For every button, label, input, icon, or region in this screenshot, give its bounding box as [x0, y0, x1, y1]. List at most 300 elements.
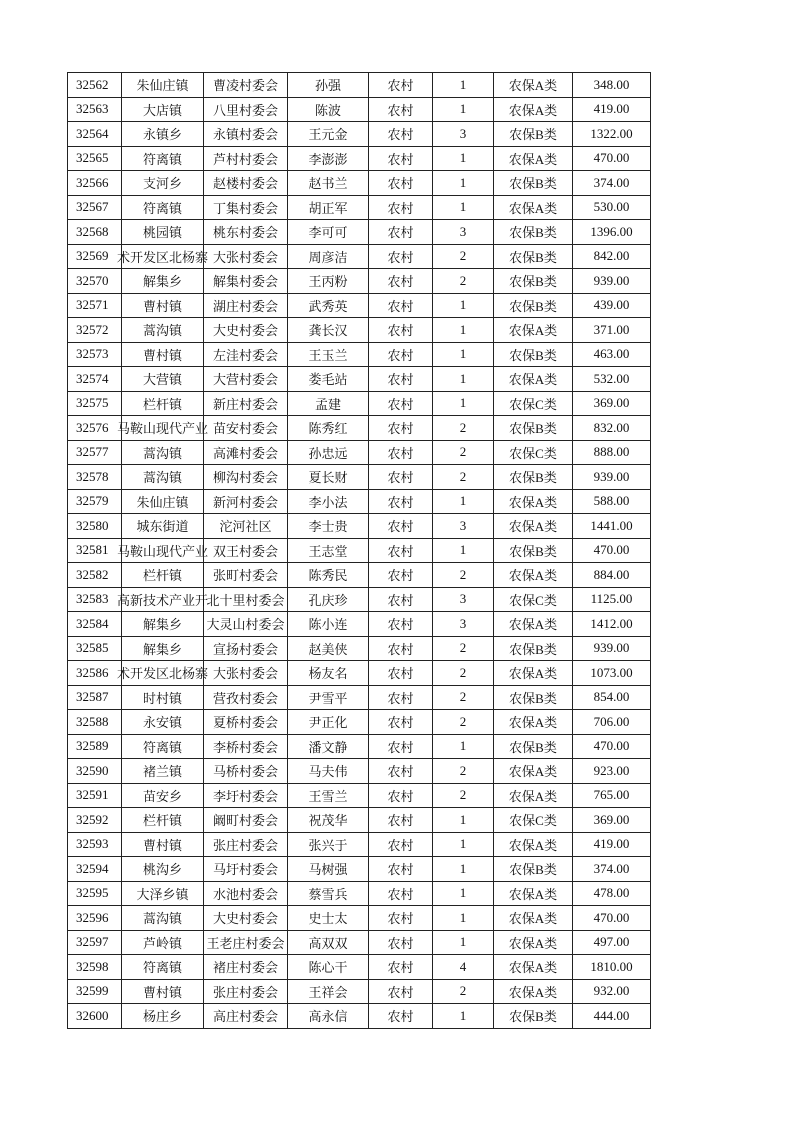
household-type-cell: 农村 — [369, 73, 433, 98]
person-name-cell: 马夫伟 — [288, 759, 369, 784]
town-cell: 芦岭镇 — [122, 930, 204, 955]
household-type-cell: 农村 — [369, 636, 433, 661]
amount-cell: 765.00 — [573, 783, 651, 808]
town-cell: 永镇乡 — [122, 122, 204, 147]
person-name-cell: 王元金 — [288, 122, 369, 147]
insurance-class-cell: 农保B类 — [494, 293, 573, 318]
insurance-class-cell: 农保A类 — [494, 710, 573, 735]
record-id-cell: 32563 — [68, 97, 122, 122]
member-count-cell: 1 — [433, 318, 494, 343]
town-cell: 符离镇 — [122, 955, 204, 980]
town-cell — [116, 661, 208, 686]
record-id-cell: 32574 — [68, 367, 122, 392]
insurance-class-cell: 农保A类 — [494, 881, 573, 906]
person-name-cell: 夏长财 — [288, 465, 369, 490]
table-row — [68, 244, 651, 269]
member-count-cell: 2 — [433, 685, 494, 710]
amount-cell: 470.00 — [573, 906, 651, 931]
town-cell: 曹村镇 — [122, 293, 204, 318]
village-committee-cell: 八里村委会 — [204, 97, 288, 122]
table-row — [68, 857, 651, 882]
household-type-cell: 农村 — [369, 979, 433, 1004]
town-cell — [116, 416, 208, 441]
person-name-cell: 陈波 — [288, 97, 369, 122]
member-count-cell: 3 — [433, 220, 494, 245]
amount-cell: 932.00 — [573, 979, 651, 1004]
amount-cell: 1125.00 — [573, 587, 651, 612]
record-id-cell: 32581 — [68, 538, 122, 563]
table-row — [68, 146, 651, 171]
town-cell: 符离镇 — [122, 146, 204, 171]
village-committee-cell: 苗安村委会 — [204, 416, 288, 441]
member-count-cell: 1 — [433, 832, 494, 857]
member-count-cell: 1 — [433, 906, 494, 931]
amount-cell: 588.00 — [573, 489, 651, 514]
person-name-cell: 王雪兰 — [288, 783, 369, 808]
village-committee-cell: 左洼村委会 — [204, 342, 288, 367]
village-committee-cell: 大张村委会 — [204, 661, 288, 686]
town-cell: 蒿沟镇 — [122, 318, 204, 343]
insurance-class-cell: 农保A类 — [494, 661, 573, 686]
town-cell — [116, 538, 208, 563]
insurance-class-cell: 农保B类 — [494, 342, 573, 367]
person-name-cell: 陈小连 — [288, 612, 369, 637]
record-id-cell: 32583 — [68, 587, 122, 612]
amount-cell: 842.00 — [573, 244, 651, 269]
member-count-cell: 1 — [433, 1004, 494, 1029]
village-committee-cell: 褚庄村委会 — [204, 955, 288, 980]
insurance-class-cell: 农保B类 — [494, 465, 573, 490]
amount-cell: 1810.00 — [573, 955, 651, 980]
village-committee-cell: 张庄村委会 — [204, 979, 288, 1004]
village-committee-cell: 阚町村委会 — [204, 808, 288, 833]
household-type-cell: 农村 — [369, 734, 433, 759]
village-committee-cell: 高庄村委会 — [204, 1004, 288, 1029]
record-id-cell: 32579 — [68, 489, 122, 514]
table-row — [68, 930, 651, 955]
record-id-cell: 32564 — [68, 122, 122, 147]
amount-cell: 923.00 — [573, 759, 651, 784]
record-id-cell: 32573 — [68, 342, 122, 367]
insurance-class-cell: 农保C类 — [494, 587, 573, 612]
record-id-cell: 32571 — [68, 293, 122, 318]
household-type-cell: 农村 — [369, 220, 433, 245]
village-committee-cell: 大灵山村委会 — [204, 612, 288, 637]
town-cell: 桃园镇 — [122, 220, 204, 245]
town-cell: 曹村镇 — [122, 832, 204, 857]
town-cell: 苗安乡 — [122, 783, 204, 808]
insurance-class-cell: 农保A类 — [494, 73, 573, 98]
amount-cell: 371.00 — [573, 318, 651, 343]
person-name-cell: 武秀英 — [288, 293, 369, 318]
town-cell: 时村镇 — [122, 685, 204, 710]
household-type-cell: 农村 — [369, 808, 433, 833]
insurance-class-cell: 农保A类 — [494, 367, 573, 392]
member-count-cell: 3 — [433, 122, 494, 147]
person-name-cell: 陈秀民 — [288, 563, 369, 588]
village-committee-cell: 北十里村委会 — [204, 587, 288, 612]
table-row — [68, 293, 651, 318]
insurance-class-cell: 农保C类 — [494, 808, 573, 833]
household-type-cell: 农村 — [369, 342, 433, 367]
insurance-class-cell: 农保A类 — [494, 979, 573, 1004]
insurance-class-cell: 农保A类 — [494, 195, 573, 220]
town-cell: 解集乡 — [122, 269, 204, 294]
insurance-class-cell: 农保C类 — [494, 440, 573, 465]
town-cell: 桃沟乡 — [122, 857, 204, 882]
amount-cell: 478.00 — [573, 881, 651, 906]
table-row — [68, 734, 651, 759]
town-cell: 蒿沟镇 — [122, 440, 204, 465]
member-count-cell: 1 — [433, 97, 494, 122]
table-row — [68, 391, 651, 416]
insurance-class-cell: 农保B类 — [494, 416, 573, 441]
household-type-cell: 农村 — [369, 1004, 433, 1029]
household-type-cell: 农村 — [369, 857, 433, 882]
village-committee-cell: 水池村委会 — [204, 881, 288, 906]
member-count-cell: 1 — [433, 367, 494, 392]
town-cell: 杨庄乡 — [122, 1004, 204, 1029]
insurance-class-cell: 农保C类 — [494, 391, 573, 416]
record-id-cell: 32590 — [68, 759, 122, 784]
household-type-cell: 农村 — [369, 440, 433, 465]
amount-cell: 1322.00 — [573, 122, 651, 147]
person-name-cell: 王玉兰 — [288, 342, 369, 367]
household-type-cell: 农村 — [369, 367, 433, 392]
insurance-class-cell: 农保A类 — [494, 514, 573, 539]
household-type-cell: 农村 — [369, 538, 433, 563]
town-text-overflow: 马鞍山现代产业 — [116, 543, 208, 559]
table-row — [68, 661, 651, 686]
member-count-cell: 1 — [433, 489, 494, 514]
amount-cell: 888.00 — [573, 440, 651, 465]
town-text-overflow: 术开发区北杨寨 — [116, 249, 208, 265]
person-name-cell: 潘文静 — [288, 734, 369, 759]
record-id-cell: 32562 — [68, 73, 122, 98]
person-name-cell: 孔庆珍 — [288, 587, 369, 612]
table-row — [68, 269, 651, 294]
table-row — [68, 710, 651, 735]
village-committee-cell: 双王村委会 — [204, 538, 288, 563]
table-row — [68, 979, 651, 1004]
insurance-class-cell: 农保A类 — [494, 97, 573, 122]
household-type-cell: 农村 — [369, 612, 433, 637]
town-text — [116, 247, 208, 266]
village-committee-cell: 永镇村委会 — [204, 122, 288, 147]
village-committee-cell: 曹凌村委会 — [204, 73, 288, 98]
table-row — [68, 783, 651, 808]
member-count-cell: 1 — [433, 857, 494, 882]
town-cell: 栏杆镇 — [122, 391, 204, 416]
household-type-cell: 农村 — [369, 685, 433, 710]
town-cell: 栏杆镇 — [122, 563, 204, 588]
insurance-class-cell: 农保B类 — [494, 685, 573, 710]
record-id-cell: 32586 — [68, 661, 122, 686]
insurance-class-cell: 农保B类 — [494, 538, 573, 563]
record-id-cell: 32598 — [68, 955, 122, 980]
person-name-cell: 尹正化 — [288, 710, 369, 735]
town-text-overflow: 术开发区北杨寨 — [116, 666, 208, 682]
table-row — [68, 97, 651, 122]
person-name-cell: 李士贵 — [288, 514, 369, 539]
town-cell — [116, 587, 208, 612]
record-id-cell: 32577 — [68, 440, 122, 465]
village-committee-cell: 柳沟村委会 — [204, 465, 288, 490]
person-name-cell: 孙忠远 — [288, 440, 369, 465]
record-id-cell: 32599 — [68, 979, 122, 1004]
amount-cell: 1396.00 — [573, 220, 651, 245]
town-cell: 朱仙庄镇 — [122, 489, 204, 514]
record-id-cell: 32592 — [68, 808, 122, 833]
table-row — [68, 685, 651, 710]
town-cell: 栏杆镇 — [122, 808, 204, 833]
household-type-cell: 农村 — [369, 514, 433, 539]
member-count-cell: 2 — [433, 416, 494, 441]
table-row — [68, 342, 651, 367]
household-type-cell: 农村 — [369, 881, 433, 906]
amount-cell: 470.00 — [573, 146, 651, 171]
person-name-cell: 史士太 — [288, 906, 369, 931]
member-count-cell: 1 — [433, 293, 494, 318]
village-committee-cell: 新河村委会 — [204, 489, 288, 514]
table-row — [68, 759, 651, 784]
insurance-class-cell: 农保A类 — [494, 318, 573, 343]
town-cell: 城东街道 — [122, 514, 204, 539]
table-row — [68, 171, 651, 196]
person-name-cell: 孙强 — [288, 73, 369, 98]
record-id-cell: 32582 — [68, 563, 122, 588]
record-id-cell: 32580 — [68, 514, 122, 539]
village-committee-cell: 湖庄村委会 — [204, 293, 288, 318]
amount-cell: 939.00 — [573, 636, 651, 661]
insurance-class-cell: 农保A类 — [494, 783, 573, 808]
record-id-cell: 32594 — [68, 857, 122, 882]
person-name-cell: 高双双 — [288, 930, 369, 955]
insurance-class-cell: 农保A类 — [494, 563, 573, 588]
town-cell: 大泽乡镇 — [122, 881, 204, 906]
person-name-cell: 张兴于 — [288, 832, 369, 857]
person-name-cell: 陈秀红 — [288, 416, 369, 441]
town-cell: 支河乡 — [122, 171, 204, 196]
amount-cell: 532.00 — [573, 367, 651, 392]
member-count-cell: 1 — [433, 195, 494, 220]
member-count-cell: 4 — [433, 955, 494, 980]
amount-cell: 348.00 — [573, 73, 651, 98]
amount-cell: 939.00 — [573, 465, 651, 490]
member-count-cell: 1 — [433, 881, 494, 906]
person-name-cell: 胡正军 — [288, 195, 369, 220]
record-id-cell: 32591 — [68, 783, 122, 808]
village-committee-cell: 沱河社区 — [204, 514, 288, 539]
household-type-cell: 农村 — [369, 832, 433, 857]
household-type-cell: 农村 — [369, 146, 433, 171]
village-committee-cell: 大营村委会 — [204, 367, 288, 392]
member-count-cell: 2 — [433, 783, 494, 808]
person-name-cell: 马树强 — [288, 857, 369, 882]
insurance-class-cell: 农保A类 — [494, 930, 573, 955]
person-name-cell: 赵书兰 — [288, 171, 369, 196]
member-count-cell: 2 — [433, 269, 494, 294]
household-type-cell: 农村 — [369, 391, 433, 416]
household-type-cell: 农村 — [369, 783, 433, 808]
insurance-class-cell: 农保A类 — [494, 955, 573, 980]
person-name-cell: 王祥会 — [288, 979, 369, 1004]
town-text — [116, 590, 208, 609]
insurance-class-cell: 农保B类 — [494, 1004, 573, 1029]
amount-cell: 854.00 — [573, 685, 651, 710]
amount-cell: 369.00 — [573, 808, 651, 833]
member-count-cell: 3 — [433, 612, 494, 637]
village-committee-cell: 李桥村委会 — [204, 734, 288, 759]
member-count-cell: 2 — [433, 244, 494, 269]
village-committee-cell: 桃东村委会 — [204, 220, 288, 245]
table-row — [68, 122, 651, 147]
member-count-cell: 1 — [433, 808, 494, 833]
village-committee-cell: 赵楼村委会 — [204, 171, 288, 196]
table-row — [68, 465, 651, 490]
person-name-cell: 蔡雪兵 — [288, 881, 369, 906]
member-count-cell: 1 — [433, 538, 494, 563]
table-row — [68, 514, 651, 539]
table-row — [68, 808, 651, 833]
member-count-cell: 2 — [433, 465, 494, 490]
member-count-cell: 3 — [433, 587, 494, 612]
record-id-cell: 32584 — [68, 612, 122, 637]
village-committee-cell: 马桥村委会 — [204, 759, 288, 784]
table-row — [68, 73, 651, 98]
member-count-cell: 1 — [433, 391, 494, 416]
amount-cell: 1412.00 — [573, 612, 651, 637]
person-name-cell: 陈心干 — [288, 955, 369, 980]
amount-cell: 884.00 — [573, 563, 651, 588]
person-name-cell: 孟建 — [288, 391, 369, 416]
town-text — [116, 418, 208, 437]
town-cell: 曹村镇 — [122, 979, 204, 1004]
town-cell: 曹村镇 — [122, 342, 204, 367]
town-cell: 蒿沟镇 — [122, 906, 204, 931]
record-id-cell: 32596 — [68, 906, 122, 931]
village-committee-cell: 王老庄村委会 — [204, 930, 288, 955]
person-name-cell: 李可可 — [288, 220, 369, 245]
record-id-cell: 32572 — [68, 318, 122, 343]
household-type-cell: 农村 — [369, 195, 433, 220]
table-row — [68, 367, 651, 392]
town-text — [116, 541, 208, 560]
table-row — [68, 440, 651, 465]
record-id-cell: 32568 — [68, 220, 122, 245]
member-count-cell: 1 — [433, 930, 494, 955]
insurance-class-cell: 农保A类 — [494, 832, 573, 857]
table-row — [68, 416, 651, 441]
town-cell: 朱仙庄镇 — [122, 73, 204, 98]
amount-cell: 444.00 — [573, 1004, 651, 1029]
village-committee-cell: 大史村委会 — [204, 318, 288, 343]
town-cell: 蒿沟镇 — [122, 465, 204, 490]
household-type-cell: 农村 — [369, 97, 433, 122]
table-row — [68, 636, 651, 661]
insurance-class-cell: 农保B类 — [494, 269, 573, 294]
table-row — [68, 1004, 651, 1029]
person-name-cell: 尹雪平 — [288, 685, 369, 710]
household-type-cell: 农村 — [369, 269, 433, 294]
record-id-cell: 32567 — [68, 195, 122, 220]
village-committee-cell: 芦村村委会 — [204, 146, 288, 171]
member-count-cell: 2 — [433, 979, 494, 1004]
insurance-class-cell: 农保A类 — [494, 489, 573, 514]
record-id-cell: 32595 — [68, 881, 122, 906]
person-name-cell: 龚长汉 — [288, 318, 369, 343]
village-committee-cell: 张町村委会 — [204, 563, 288, 588]
insurance-class-cell: 农保B类 — [494, 636, 573, 661]
table-row — [68, 220, 651, 245]
record-id-cell: 32589 — [68, 734, 122, 759]
insurance-class-cell: 农保A类 — [494, 612, 573, 637]
town-cell: 解集乡 — [122, 636, 204, 661]
table-body — [68, 73, 651, 1029]
member-count-cell: 1 — [433, 73, 494, 98]
insurance-class-cell: 农保B类 — [494, 244, 573, 269]
member-count-cell: 1 — [433, 171, 494, 196]
town-cell — [116, 244, 208, 269]
table-row — [68, 318, 651, 343]
village-committee-cell: 宣扬村委会 — [204, 636, 288, 661]
table-row — [68, 955, 651, 980]
town-cell: 大营镇 — [122, 367, 204, 392]
town-cell: 符离镇 — [122, 734, 204, 759]
village-committee-cell: 夏桥村委会 — [204, 710, 288, 735]
amount-cell: 463.00 — [573, 342, 651, 367]
amount-cell: 497.00 — [573, 930, 651, 955]
amount-cell: 939.00 — [573, 269, 651, 294]
village-committee-cell: 高滩村委会 — [204, 440, 288, 465]
record-id-cell: 32569 — [68, 244, 122, 269]
insurance-class-cell: 农保B类 — [494, 857, 573, 882]
table-row — [68, 587, 651, 612]
household-type-cell: 农村 — [369, 293, 433, 318]
household-type-cell: 农村 — [369, 587, 433, 612]
town-cell: 大店镇 — [122, 97, 204, 122]
person-name-cell: 高永信 — [288, 1004, 369, 1029]
record-id-cell: 32566 — [68, 171, 122, 196]
household-type-cell: 农村 — [369, 318, 433, 343]
village-committee-cell: 丁集村委会 — [204, 195, 288, 220]
amount-cell: 470.00 — [573, 734, 651, 759]
household-type-cell: 农村 — [369, 906, 433, 931]
member-count-cell: 2 — [433, 636, 494, 661]
village-committee-cell: 营孜村委会 — [204, 685, 288, 710]
household-type-cell: 农村 — [369, 416, 433, 441]
record-id-cell: 32575 — [68, 391, 122, 416]
amount-cell: 419.00 — [573, 97, 651, 122]
household-type-cell: 农村 — [369, 955, 433, 980]
town-cell: 符离镇 — [122, 195, 204, 220]
table-row — [68, 563, 651, 588]
village-committee-cell: 大史村委会 — [204, 906, 288, 931]
amount-cell: 439.00 — [573, 293, 651, 318]
amount-cell: 1073.00 — [573, 661, 651, 686]
table-row — [68, 489, 651, 514]
member-count-cell: 1 — [433, 342, 494, 367]
insurance-class-cell: 农保B类 — [494, 734, 573, 759]
village-committee-cell: 新庄村委会 — [204, 391, 288, 416]
household-type-cell: 农村 — [369, 759, 433, 784]
record-id-cell: 32570 — [68, 269, 122, 294]
insurance-class-cell: 农保B类 — [494, 220, 573, 245]
member-count-cell: 2 — [433, 563, 494, 588]
record-id-cell: 32578 — [68, 465, 122, 490]
table-row — [68, 612, 651, 637]
town-text-overflow: 高新技术产业开 — [116, 592, 208, 608]
